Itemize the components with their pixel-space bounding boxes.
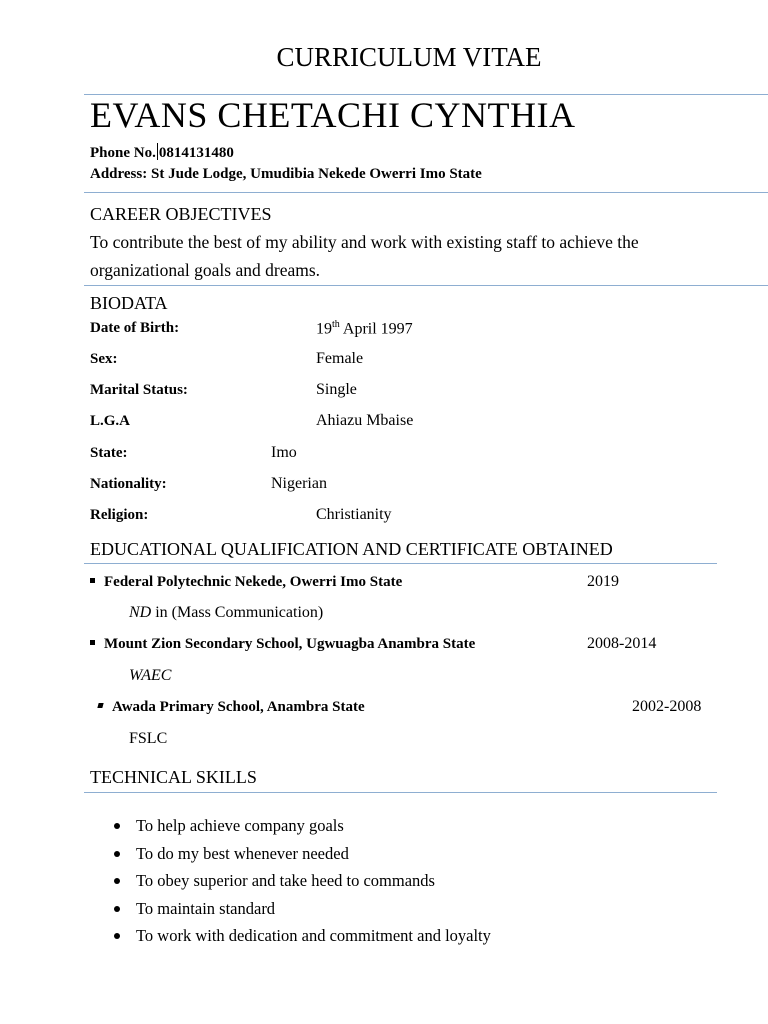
- square-bullet-icon: [90, 578, 95, 583]
- list-item: [112, 895, 491, 923]
- address-value: St Jude Lodge, Umudibia Nekede Owerri Imo State: [150, 166, 482, 182]
- education-year-3: 2002-2008: [632, 698, 702, 715]
- biodata-value-religion: Christianity: [316, 506, 392, 523]
- dob-day: 19: [316, 320, 332, 338]
- education-school-1: [90, 574, 402, 591]
- bullet-icon: [114, 823, 120, 829]
- skill-text: To maintain standard: [136, 898, 276, 918]
- phone-line: [90, 143, 234, 162]
- biodata-label-lga: L.G.A: [90, 413, 131, 429]
- skills-heading: TECHNICAL SKILLS: [90, 767, 257, 787]
- biodata-label-marital-status: Marital Status:: [90, 382, 188, 398]
- list-item: [112, 922, 491, 950]
- biodata-value-sex: Female: [316, 350, 364, 367]
- biodata-label-state: State:: [90, 445, 128, 461]
- education-divider: [84, 563, 717, 564]
- list-item: [112, 812, 491, 840]
- education-school-2: [90, 636, 475, 653]
- education-school-1-name: Federal Polytechnic Nekede, Owerri Imo State: [104, 574, 403, 590]
- biodata-label-sex: Sex:: [90, 351, 118, 367]
- contact-divider: [84, 192, 768, 193]
- bullet-icon: [114, 906, 120, 912]
- dob-month-year: April 1997: [339, 320, 413, 338]
- education-school-2-name: Mount Zion Secondary School, Ugwuagba Anambra State: [104, 636, 476, 652]
- education-cert-1-rest: in (Mass Communication): [151, 604, 324, 621]
- address-line: [90, 166, 482, 183]
- square-bullet-icon: [97, 703, 103, 708]
- biodata-value-state: Imo: [271, 444, 297, 461]
- skill-text: To work with dedication and commitment and loyalty: [136, 926, 491, 945]
- biodata-label-nationality: Nationality:: [90, 476, 167, 492]
- education-cert-1: [129, 604, 323, 622]
- phone-separator: [157, 143, 158, 160]
- biodata-value-nationality: Nigerian: [271, 475, 327, 492]
- phone-number: 0814131480: [158, 145, 234, 161]
- education-year-1: 2019: [587, 573, 619, 590]
- education-cert-1-main: ND: [129, 604, 152, 621]
- biodata-heading: BIODATA: [90, 293, 168, 313]
- biodata-value-lga: Ahiazu Mbaise: [316, 412, 414, 429]
- candidate-name: EVANS CHETACHI CYNTHIA: [90, 95, 576, 135]
- list-item: [112, 840, 491, 868]
- skills-list: [112, 812, 491, 950]
- career-text-line-1: To contribute the best of my ability and work with existing staff to achieve the: [90, 232, 639, 252]
- biodata-label-dob: Date of Birth:: [90, 320, 180, 336]
- biodata-value-dob: [316, 319, 413, 338]
- document-title: CURRICULUM VITAE: [276, 42, 542, 72]
- address-label: Address:: [90, 166, 148, 182]
- career-divider: [84, 285, 768, 286]
- skills-divider: [84, 792, 717, 793]
- education-cert-3: FSLC: [129, 730, 168, 747]
- education-heading: EDUCATIONAL QUALIFICATION AND CERTIFICATE OBTAINED: [90, 539, 613, 559]
- skill-text: To help achieve company goals: [136, 816, 344, 835]
- biodata-label-religion: Religion:: [90, 507, 149, 523]
- skill-text: To obey superior and take heed to commands: [136, 871, 435, 890]
- career-text-line-2: organizational goals and dreams.: [90, 260, 321, 280]
- career-heading: CAREER OBJECTIVES: [90, 204, 272, 224]
- education-year-2: 2008-2014: [587, 635, 657, 652]
- education-cert-2: WAEC: [129, 667, 172, 684]
- education-school-3: [98, 699, 365, 716]
- skill-text: To do my best whenever needed: [136, 843, 349, 863]
- square-bullet-icon: [90, 640, 95, 645]
- bullet-icon: [114, 933, 120, 939]
- bullet-icon: [114, 878, 120, 884]
- biodata-value-marital-status: Single: [316, 381, 357, 398]
- education-school-3-name: Awada Primary School, Anambra State: [112, 699, 365, 715]
- phone-label: Phone No.: [90, 145, 156, 161]
- bullet-icon: [114, 851, 120, 857]
- list-item: [112, 867, 491, 895]
- dob-ordinal: th: [332, 319, 340, 330]
